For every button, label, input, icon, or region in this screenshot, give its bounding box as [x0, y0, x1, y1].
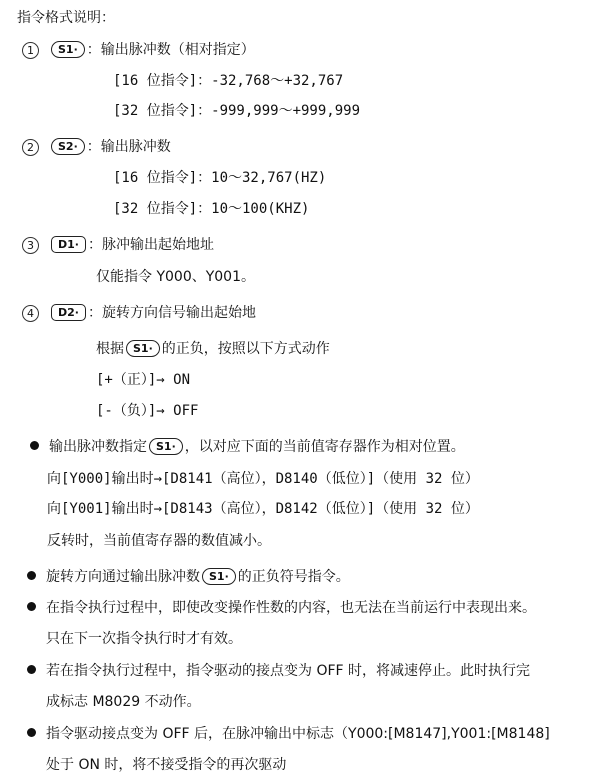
bullet-1-line-4: 反转时，当前值寄存器的数值减小。 — [47, 533, 271, 549]
item-label: ：旋转方向信号输出起始地 — [87, 305, 256, 321]
bullet-5-line-2: 处于 ON 时，将不接受指令的再次驱动 — [46, 757, 287, 773]
bullet-3: 在指令执行过程中，即使改变操作性数的内容，也无法在当前运行中表现出来。 — [27, 599, 536, 617]
bullet-2: 旋转方向通过输出脉冲数 S1· 的正负符号指令。 — [27, 568, 350, 586]
item-4-sub: 根据 S1· 的正负，按照以下方式动作 — [96, 341, 330, 357]
bullet-icon — [27, 571, 36, 580]
bullet-1-line-2: 向[Y000]输出时→[D8141（高位），D8140（低位）]（使用 32 位） — [47, 471, 479, 487]
section-heading: 指令格式说明： — [17, 10, 115, 26]
operand-badge-d1: D1· — [51, 236, 86, 253]
bullet-4: 若在指令执行过程中，指令驱动的接点变为 OFF 时，将减速停止。此时执行完 — [27, 662, 530, 680]
item-1-sub-32bit: [32 位指令]：-999,999～+999,999 — [113, 103, 361, 119]
operand-badge-s1: S1· — [51, 41, 85, 58]
operand-badge-s1: S1· — [149, 438, 183, 455]
item-label: ：输出脉冲数（相对指定） — [86, 42, 255, 58]
item-label: ：脉冲输出起始地址 — [87, 237, 214, 253]
item-number: 1 — [22, 42, 39, 59]
item-2-sub-16bit: [16 位指令]：10～32,767(HZ) — [113, 170, 327, 186]
bullet-1: 输出脉冲数指定 S1· ，以对应下面的当前值寄存器作为相对位置。 — [30, 438, 465, 456]
item-2-sub-32bit: [32 位指令]：10～100(KHZ) — [113, 201, 310, 217]
bullet-icon — [27, 665, 36, 674]
bullet-icon — [27, 728, 36, 737]
operand-badge-s1: S1· — [126, 340, 160, 357]
item-3 — [22, 236, 214, 254]
item-number: 3 — [22, 237, 39, 254]
bullet-icon — [27, 602, 36, 611]
operand-badge-d2: D2· — [51, 304, 86, 321]
item-number: 2 — [22, 139, 39, 156]
item-4-minus: [-（负）]→ OFF — [96, 403, 199, 419]
item-4 — [22, 304, 256, 322]
item-2 — [22, 138, 171, 156]
bullet-3-line-2: 只在下一次指令执行时才有效。 — [46, 631, 242, 647]
item-number: 4 — [22, 305, 39, 322]
operand-badge-s2: S2· — [51, 138, 85, 155]
bullet-1-line-3: 向[Y001]输出时→[D8143（高位），D8142（低位）]（使用 32 位） — [47, 501, 479, 517]
item-1 — [22, 41, 255, 59]
operand-badge-s1: S1· — [202, 568, 236, 585]
item-3-sub: 仅能指令 Y000、Y001。 — [96, 269, 255, 285]
bullet-icon — [30, 441, 39, 450]
item-label: ：输出脉冲数 — [86, 139, 171, 155]
item-1-sub-16bit: [16 位指令]：-32,768～+32,767 — [113, 73, 344, 89]
bullet-5: 指令驱动接点变为 OFF 后，在脉冲输出中标志（Y000:[M8147],Y001:[M8148] — [27, 725, 550, 743]
bullet-4-line-2: 成标志 M8029 不动作。 — [46, 694, 201, 710]
item-4-plus: [+（正）]→ ON — [96, 372, 191, 388]
